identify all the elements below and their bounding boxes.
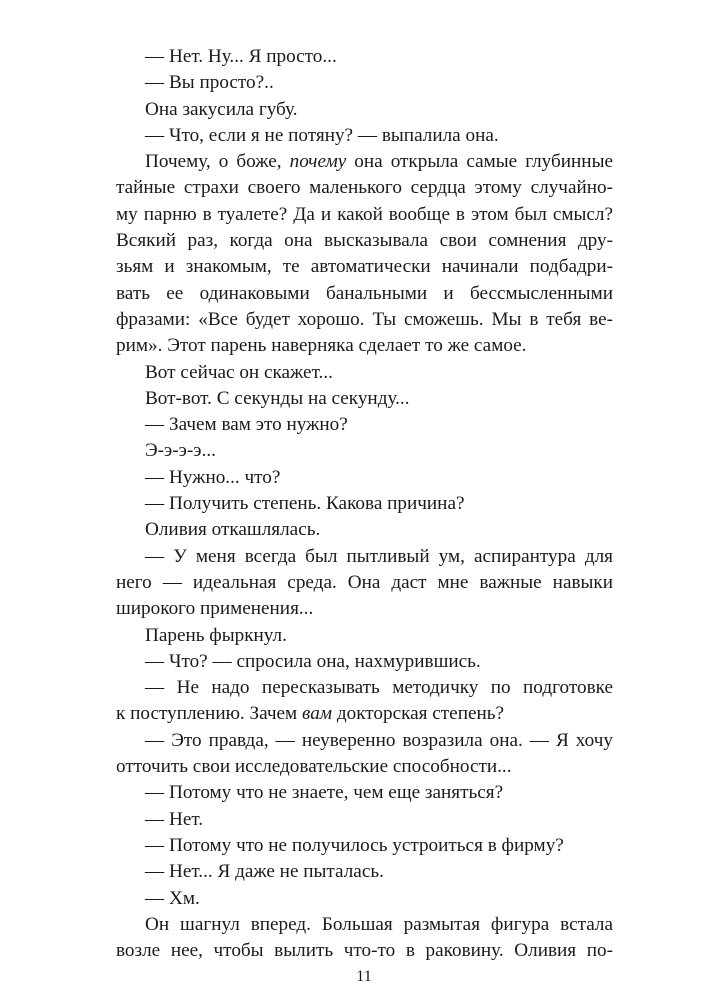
text-line [116, 149, 613, 175]
text-line: рим». Этот парень наверняка сделает то же самое. [116, 335, 527, 357]
text-line: Парень фыркнул. [145, 624, 287, 646]
page-text [116, 44, 613, 964]
text-line: — Потому что не получилось устроиться в фирму? [145, 834, 564, 856]
text-line: — Что, если я не потяну? — выпалила она. [145, 124, 499, 146]
text-line: Вот-вот. С секунды на секунду... [145, 387, 410, 409]
text-line: — Это правда, — неуверенно возразила она. — Я хочу [145, 729, 613, 751]
text-line: — Нужно... что? [145, 466, 281, 488]
text-line: — Потому что не знаете, чем еще заняться? [145, 782, 504, 804]
text-segment: к поступлению. Зачем [116, 703, 302, 725]
text-line: возле нее, чтобы вылить что-то в раковину. Оливия по- [116, 940, 613, 962]
text-segment: она открыла самые глубинные [346, 151, 613, 173]
text-line: — Вы просто?.. [145, 72, 274, 94]
text-line: — Получить степень. Какова причина? [145, 493, 465, 515]
text-segment: докторская степень? [332, 703, 505, 725]
text-line: — Что? — спросила она, нахмурившись. [145, 650, 481, 672]
text-line: — Нет... Я даже не пыталась. [145, 861, 384, 883]
text-line: — Зачем вам это нужно? [145, 414, 348, 436]
text-line: Всякий раз, когда она высказывала свои сомнения дру- [116, 230, 613, 252]
text-line: Э-э-э-э... [145, 440, 216, 462]
text-line: — У меня всегда был пытливый ум, аспирантура для [145, 545, 613, 567]
text-line: фразами: «Все будет хорошо. Ты сможешь. Мы в тебя ве- [116, 308, 613, 330]
text-line: Вот сейчас он скажет... [145, 361, 333, 383]
text-line: Оливия откашлялась. [145, 519, 321, 541]
text-line: широкого применения... [116, 598, 314, 620]
text-line: вать ее одинаковыми банальными и бессмысленными [116, 282, 613, 304]
text-line: му парню в туалете? Да и какой вообще в этом был смысл? [116, 203, 613, 225]
italic-emphasis: вам [302, 703, 333, 725]
text-line: Он шагнул вперед. Большая размытая фигура встала [145, 913, 613, 935]
italic-emphasis: почему [289, 151, 347, 173]
text-line: — Нет. Ну... Я просто... [145, 46, 337, 67]
text-line: него — идеальная среда. Она даст мне важные навыки [116, 571, 613, 593]
text-line: зьям и знакомым, те автоматически начинали подбадри- [116, 256, 613, 278]
text-line: — Нет. [145, 808, 204, 830]
text-line [116, 701, 613, 727]
text-line: — Хм. [145, 887, 200, 909]
text-line: — Не надо пересказывать методичку по подготовке [145, 677, 613, 699]
text-segment: Почему, о боже, [145, 151, 290, 173]
page-number: 11 [356, 968, 372, 985]
text-line: тайные страхи своего маленького сердца этому случайно- [116, 177, 613, 199]
text-line: отточить свои исследовательские способности... [116, 756, 512, 778]
text-line: Она закусила губу. [145, 98, 298, 120]
